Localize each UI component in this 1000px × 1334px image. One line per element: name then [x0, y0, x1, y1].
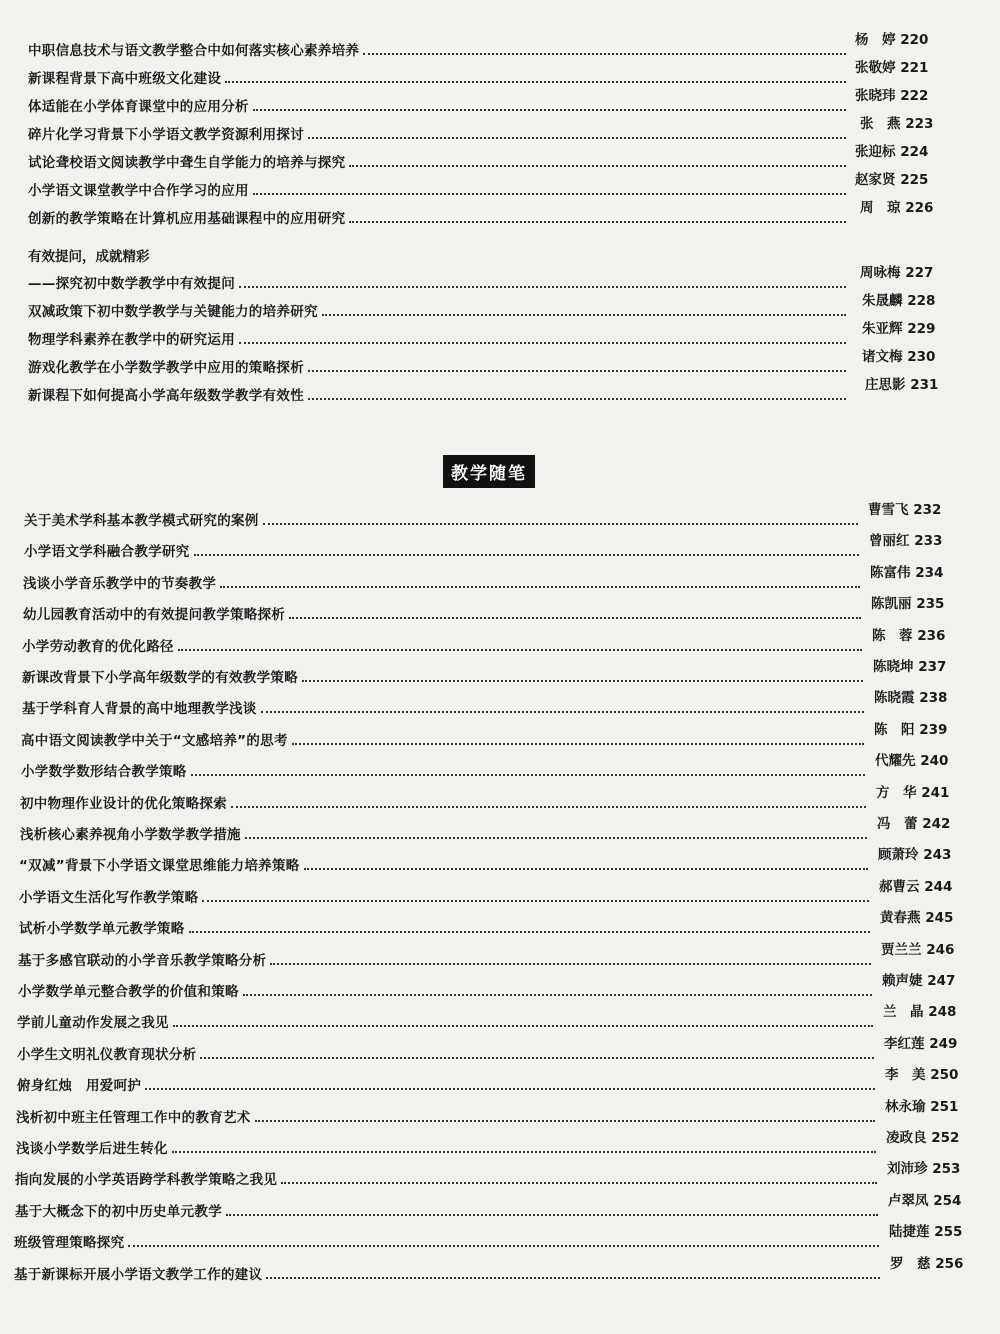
entry-author-page — [869, 529, 942, 549]
dot-leader — [302, 680, 863, 682]
entry-author: 张 燕 — [860, 116, 901, 132]
entry-page-number: 240 — [920, 753, 949, 769]
entry-page-number: 255 — [934, 1224, 963, 1240]
toc-entry — [18, 971, 876, 1001]
entry-author-page — [882, 969, 955, 989]
toc-entry — [22, 688, 868, 718]
entry-page-number: 245 — [925, 910, 954, 926]
dot-leader — [349, 221, 846, 223]
dot-leader — [194, 554, 859, 556]
entry-title: “双减”背景下小学语文课堂思维能力培养策略 — [19, 858, 300, 874]
entry-author: 周 琼 — [860, 200, 901, 216]
entry-author: 陈富伟 — [870, 565, 911, 581]
entry-title: 关于美术学科基本教学模式研究的案例 — [24, 513, 259, 529]
entry-title: 初中物理作业设计的优化策略探索 — [20, 796, 227, 812]
entry-author-page — [881, 938, 954, 958]
entry-author-page — [876, 781, 949, 801]
dot-leader — [304, 868, 868, 870]
toc-entry — [18, 940, 875, 970]
entry-title: 新课改背景下小学高年级数学的有效教学策略 — [22, 670, 298, 686]
entry-title: 小学语文课堂教学中合作学习的应用 — [28, 183, 249, 199]
entry-author: 曹雪飞 — [868, 502, 909, 518]
entry-author-page — [855, 56, 928, 76]
entry-author: 庄思影 — [865, 377, 906, 393]
entry-author-page — [868, 498, 941, 518]
entry-author-page — [883, 1000, 956, 1020]
entry-author: 林永瑜 — [885, 1099, 926, 1115]
entry-page-number: 223 — [905, 116, 934, 132]
entry-title: 中职信息技术与语文教学整合中如何落实核心素养培养 — [28, 43, 360, 59]
entry-page-number: 235 — [916, 596, 945, 612]
entry-author-page — [862, 345, 935, 365]
entry-page-number: 249 — [929, 1036, 958, 1052]
dot-leader — [200, 1057, 874, 1059]
toc-entry — [28, 198, 850, 228]
toc-entry — [28, 58, 850, 88]
entry-author-page — [860, 261, 933, 281]
toc-standalone-title: 有效提问，成就精彩 — [28, 249, 150, 265]
entry-author: 李 美 — [885, 1067, 926, 1083]
entry-author: 张敬婷 — [855, 60, 896, 76]
entry-author: 陈 阳 — [874, 722, 915, 738]
entry-author: 赵家贤 — [855, 172, 896, 188]
entry-author-page — [885, 1095, 958, 1115]
dot-leader — [255, 1120, 875, 1122]
toc-entry — [23, 563, 864, 593]
entry-title: 指向发展的小学英语跨学科教学策略之我见 — [15, 1172, 278, 1188]
entry-author-page — [874, 718, 947, 738]
dot-leader — [189, 931, 870, 933]
toc-entry — [21, 751, 869, 781]
dot-leader — [220, 586, 860, 588]
dot-leader — [226, 1214, 878, 1216]
entry-author-page — [885, 1063, 958, 1083]
entry-title: ——探究初中数学教学中有效提问 — [28, 276, 235, 292]
entry-author: 陆捷莲 — [889, 1224, 930, 1240]
entry-author-page — [875, 749, 948, 769]
entry-author: 朱晟麟 — [862, 293, 903, 309]
dot-leader — [292, 743, 864, 745]
entry-author: 朱亚辉 — [862, 321, 903, 337]
entry-author-page — [884, 1032, 957, 1052]
dot-leader — [173, 1025, 873, 1027]
toc-entry — [19, 877, 873, 907]
entry-title: 碎片化学习背景下小学语文教学资源利用探讨 — [28, 127, 304, 143]
entry-author: 刘沛珍 — [887, 1161, 928, 1177]
dot-leader — [281, 1182, 877, 1184]
entry-author: 黄春燕 — [880, 910, 921, 926]
entry-title: 高中语文阅读教学中关于“文感培养”的思考 — [21, 733, 288, 749]
entry-author: 张迎标 — [855, 144, 896, 160]
entry-author: 郝曹云 — [879, 879, 920, 895]
entry-author-page — [873, 655, 946, 675]
entry-title: 物理学科素养在教学中的研究运用 — [28, 332, 235, 348]
entry-author: 赖声婕 — [882, 973, 923, 989]
entry-page-number: 221 — [900, 60, 929, 76]
toc-entry — [24, 531, 863, 561]
entry-title: 创新的教学策略在计算机应用基础课程中的应用研究 — [28, 211, 346, 227]
entry-title: 浅析初中班主任管理工作中的教育艺术 — [16, 1110, 251, 1126]
toc-entry — [28, 347, 850, 377]
dot-leader — [225, 81, 846, 83]
entry-author-page — [860, 196, 933, 216]
toc-entry — [28, 114, 850, 144]
entry-page-number: 227 — [905, 265, 934, 281]
dot-leader — [349, 165, 846, 167]
toc-entry — [21, 720, 868, 750]
toc-entry — [20, 783, 870, 813]
entry-title: 基于多感官联动的小学音乐教学策略分析 — [18, 953, 267, 969]
entry-page-number: 246 — [926, 942, 955, 958]
dot-leader — [243, 994, 872, 996]
entry-author: 方 华 — [876, 785, 917, 801]
dot-leader — [363, 53, 846, 55]
entry-author-page — [872, 624, 945, 644]
entry-author-page — [862, 289, 935, 309]
entry-title: 小学数学数形结合教学策略 — [21, 764, 187, 780]
entry-page-number: 253 — [932, 1161, 961, 1177]
entry-title: 小学劳动教育的优化路径 — [22, 639, 174, 655]
entry-title: 学前儿童动作发展之我见 — [17, 1015, 169, 1031]
entry-author: 曾丽红 — [869, 533, 910, 549]
toc-entry — [28, 319, 850, 349]
entry-author-page — [870, 561, 943, 581]
entry-title: 新课程下如何提高小学高年级数学教学有效性 — [28, 388, 304, 404]
dot-leader — [270, 963, 871, 965]
entry-author: 诸文梅 — [862, 349, 903, 365]
entry-page-number: 237 — [918, 659, 947, 675]
entry-page-number: 226 — [905, 200, 934, 216]
entry-author: 陈晓坤 — [873, 659, 914, 675]
entry-page-number: 243 — [923, 847, 952, 863]
dot-leader — [289, 617, 861, 619]
entry-page-number: 239 — [919, 722, 948, 738]
entry-author: 顾萧玲 — [878, 847, 919, 863]
entry-author-page — [874, 686, 947, 706]
entry-author: 卢翠凤 — [888, 1193, 929, 1209]
toc-entry — [28, 30, 850, 60]
entry-page-number: 220 — [900, 32, 929, 48]
entry-page-number: 251 — [930, 1099, 959, 1115]
toc-entry — [17, 1065, 879, 1095]
entry-page-number: 230 — [907, 349, 936, 365]
entry-title: 幼儿园教育活动中的有效提问教学策略探析 — [23, 607, 286, 623]
entry-author-page — [877, 812, 950, 832]
dot-leader — [231, 806, 866, 808]
entry-author-page — [855, 168, 928, 188]
entry-author-page — [865, 373, 938, 393]
entry-author: 陈晓霞 — [874, 690, 915, 706]
toc-entry — [28, 291, 850, 321]
entry-author: 陈凯丽 — [871, 596, 912, 612]
dot-leader — [308, 370, 846, 372]
dot-leader — [202, 900, 869, 902]
entry-page-number: 234 — [915, 565, 944, 581]
entry-title: 基于学科育人背景的高中地理教学浅谈 — [22, 701, 257, 717]
dot-leader — [145, 1088, 875, 1090]
entry-author-page — [889, 1220, 962, 1240]
entry-author: 陈 蓉 — [872, 628, 913, 644]
entry-author: 李红莲 — [884, 1036, 925, 1052]
entry-author-page — [855, 28, 928, 48]
dot-leader — [266, 1277, 880, 1279]
dot-leader — [308, 398, 846, 400]
entry-title: 浅谈小学音乐教学中的节奏教学 — [23, 576, 217, 592]
dot-leader — [239, 286, 846, 288]
toc-entry — [17, 1002, 877, 1032]
entry-author: 兰 晶 — [883, 1004, 924, 1020]
entry-page-number: 254 — [933, 1193, 962, 1209]
entry-author: 凌政良 — [886, 1130, 927, 1146]
dot-leader — [178, 649, 862, 651]
toc-entry — [28, 263, 850, 293]
entry-author-page — [860, 112, 933, 132]
dot-leader — [239, 342, 846, 344]
entry-author-page — [871, 592, 944, 612]
dot-leader — [191, 774, 865, 776]
entry-title: 浅析核心素养视角小学数学教学措施 — [20, 827, 241, 843]
entry-title: 小学数学单元整合教学的价值和策略 — [18, 984, 239, 1000]
dot-leader — [261, 711, 864, 713]
entry-page-number: 232 — [913, 502, 942, 518]
dot-leader — [322, 314, 846, 316]
entry-title: 游戏化教学在小学数学教学中应用的策略探析 — [28, 360, 304, 376]
entry-author: 冯 蕾 — [877, 816, 918, 832]
dot-leader — [253, 109, 846, 111]
entry-page-number: 222 — [900, 88, 929, 104]
dot-leader — [308, 137, 846, 139]
entry-page-number: 236 — [917, 628, 946, 644]
toc-entry — [22, 626, 866, 656]
toc-entry — [28, 375, 850, 405]
toc-entry — [14, 1222, 883, 1252]
toc-entry — [14, 1254, 884, 1284]
toc-entry — [16, 1128, 880, 1158]
toc-entry — [28, 86, 850, 116]
toc-entry — [19, 845, 872, 875]
toc-entry — [28, 142, 850, 172]
toc-entry — [17, 1034, 878, 1064]
entry-title: 小学生文明礼仪教育现状分析 — [17, 1047, 197, 1063]
toc-entry — [23, 594, 865, 624]
entry-title: 小学语文学科融合教学研究 — [24, 544, 190, 560]
entry-page-number: 250 — [930, 1067, 959, 1083]
entry-title: 体适能在小学体育课堂中的应用分析 — [28, 99, 249, 115]
entry-title: 试析小学数学单元教学策略 — [19, 921, 185, 937]
dot-leader — [245, 837, 867, 839]
entry-author: 张晓玮 — [855, 88, 896, 104]
entry-author: 贾兰兰 — [881, 942, 922, 958]
entry-author-page — [862, 317, 935, 337]
entry-page-number: 256 — [935, 1256, 964, 1272]
entry-author-page — [878, 843, 951, 863]
entry-page-number: 228 — [907, 293, 936, 309]
toc-entry — [19, 908, 874, 938]
entry-author-page — [890, 1252, 963, 1272]
entry-page-number: 252 — [931, 1130, 960, 1146]
entry-page-number: 238 — [919, 690, 948, 706]
toc-entry — [22, 657, 867, 687]
entry-title: 小学语文生活化写作教学策略 — [19, 890, 199, 906]
entry-author: 代耀先 — [875, 753, 916, 769]
entry-author-page — [879, 875, 952, 895]
entry-page-number: 242 — [922, 816, 951, 832]
toc-entry — [15, 1159, 881, 1189]
dot-leader — [128, 1245, 879, 1247]
entry-author: 罗 慈 — [890, 1256, 931, 1272]
toc-entry — [28, 170, 850, 200]
entry-author-page — [888, 1189, 961, 1209]
entry-author-page — [880, 906, 953, 926]
entry-page-number: 241 — [921, 785, 950, 801]
entry-page-number: 248 — [928, 1004, 957, 1020]
dot-leader — [253, 193, 846, 195]
entry-title: 基于大概念下的初中历史单元教学 — [15, 1204, 222, 1220]
entry-page-number: 247 — [927, 973, 956, 989]
toc-entry — [24, 500, 862, 530]
entry-page-number: 231 — [910, 377, 939, 393]
entry-page-number: 224 — [900, 144, 929, 160]
dot-leader — [172, 1151, 876, 1153]
entry-title: 双减政策下初中数学教学与关键能力的培养研究 — [28, 304, 318, 320]
entry-author-page — [855, 84, 928, 104]
entry-title: 浅谈小学数学后进生转化 — [16, 1141, 168, 1157]
entry-page-number: 244 — [924, 879, 953, 895]
entry-page-number: 225 — [900, 172, 929, 188]
dot-leader — [263, 523, 858, 525]
entry-page-number: 233 — [914, 533, 943, 549]
entry-title: 基于新课标开展小学语文教学工作的建议 — [14, 1267, 263, 1283]
entry-author: 周咏梅 — [860, 265, 901, 281]
toc-entry — [20, 814, 871, 844]
entry-author-page — [855, 140, 928, 160]
entry-page-number: 229 — [907, 321, 936, 337]
section-heading: 教学随笔 — [443, 455, 535, 488]
entry-title: 班级管理策略探究 — [14, 1235, 125, 1251]
entry-author: 杨 婷 — [855, 32, 896, 48]
entry-title: 俯身红烛 用爱呵护 — [17, 1078, 142, 1094]
entry-title: 试论聋校语文阅读教学中聋生自学能力的培养与探究 — [28, 155, 346, 171]
entry-author-page — [886, 1126, 959, 1146]
entry-author-page — [887, 1157, 960, 1177]
entry-title: 新课程背景下高中班级文化建设 — [28, 71, 222, 87]
toc-entry — [15, 1191, 882, 1221]
toc-entry — [16, 1097, 879, 1127]
